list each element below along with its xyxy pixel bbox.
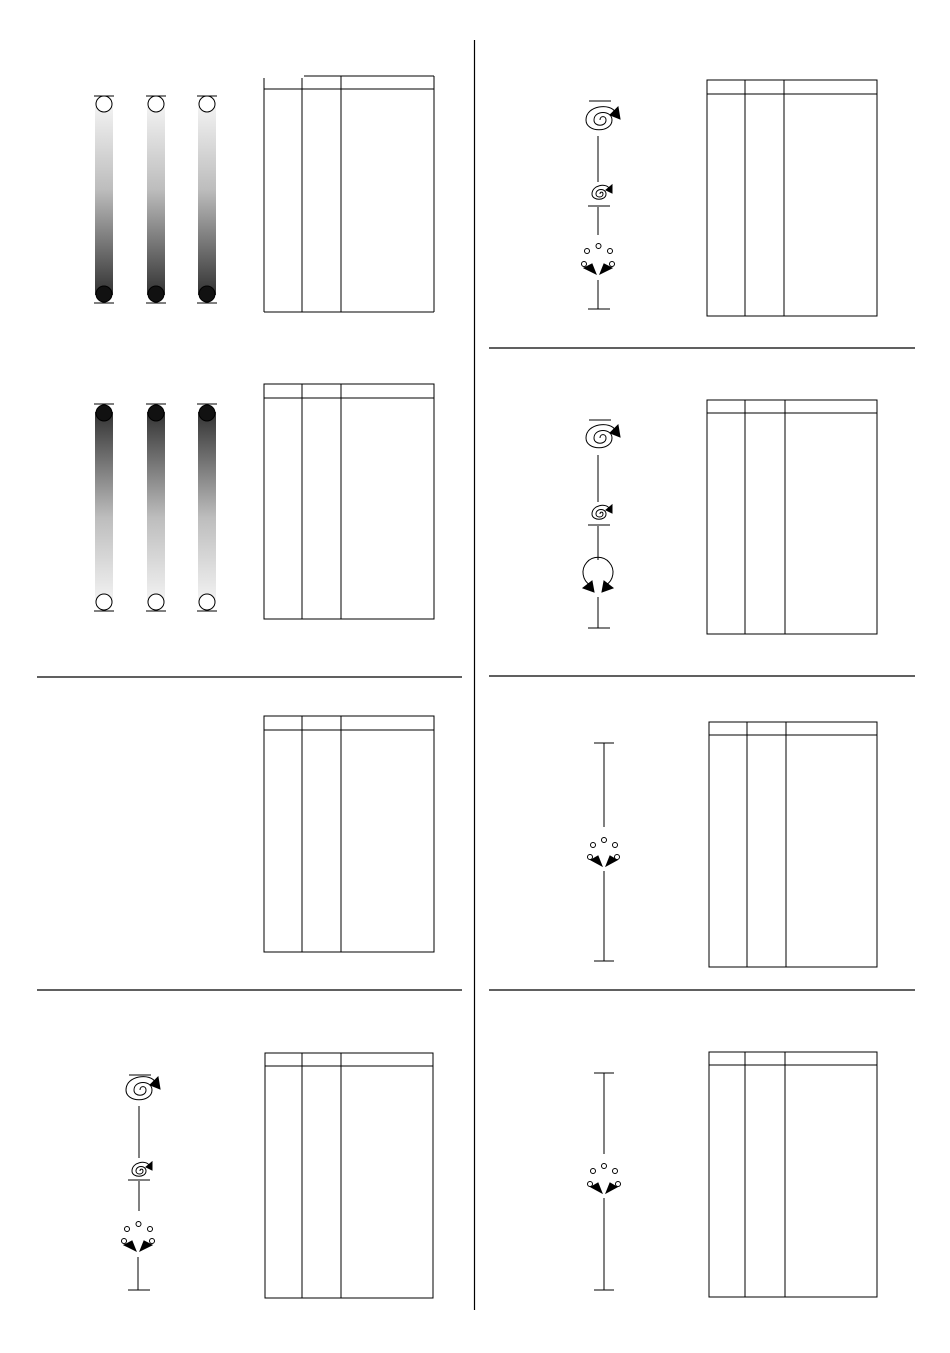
dot-icon: [602, 1164, 607, 1169]
dot-icon: [96, 405, 112, 421]
spiral-icon: [586, 107, 615, 130]
dot-icon: [616, 1182, 621, 1187]
circle-icon: [96, 96, 112, 112]
circle-icon: [148, 594, 164, 610]
dot-icon: [125, 1227, 130, 1232]
fade-up-tubes: [94, 404, 217, 611]
dot-icon: [136, 1222, 141, 1227]
dots-ring: [588, 1164, 621, 1187]
circle-icon: [96, 594, 112, 610]
dots-ring: [122, 1222, 155, 1244]
table-right-4: [709, 1052, 877, 1297]
tube: [94, 404, 114, 611]
circle-icon: [148, 96, 164, 112]
dot-icon: [588, 855, 593, 860]
spiral-right-mid: [583, 420, 620, 628]
tube: [94, 96, 114, 303]
table-left-1: [264, 76, 434, 312]
dot-icon: [96, 286, 112, 302]
dot-icon: [596, 244, 601, 249]
spiral-left-bottom: [122, 1075, 161, 1290]
dot-icon: [613, 1169, 618, 1174]
dot-icon: [150, 1239, 155, 1244]
tube: [146, 96, 166, 303]
dot-icon: [148, 286, 164, 302]
circle-icon: [199, 96, 215, 112]
dot-icon: [122, 1239, 127, 1244]
dot-icon: [591, 843, 596, 848]
tube: [197, 96, 217, 303]
table-right-2: [707, 400, 877, 634]
spiral-right-top: [582, 101, 621, 309]
dot-icon: [591, 1169, 596, 1174]
dot-icon: [585, 249, 590, 254]
loop-icon: [583, 557, 613, 585]
circle-icon: [199, 594, 215, 610]
dot-icon: [582, 262, 587, 267]
arrow-icon: [583, 581, 594, 592]
page-dividers: [37, 40, 915, 1310]
dot-icon: [199, 286, 215, 302]
dot-icon: [588, 1182, 593, 1187]
dot-icon: [610, 262, 615, 267]
dot-icon: [608, 249, 613, 254]
dot-icon: [199, 405, 215, 421]
table-right-1: [707, 80, 877, 316]
table-left-3: [264, 716, 434, 952]
dot-icon: [613, 843, 618, 848]
spiral-icon: [132, 1162, 149, 1176]
table-right-3: [709, 722, 877, 967]
spiral-icon: [126, 1077, 155, 1100]
dot-icon: [148, 405, 164, 421]
spiral-icon: [586, 425, 615, 448]
dot-icon: [602, 838, 607, 843]
table-left-2: [264, 384, 434, 619]
tube: [197, 404, 217, 611]
arrow-icon: [606, 856, 617, 866]
dots-ring: [582, 244, 615, 267]
dots-right-1: [588, 743, 620, 961]
spiral-icon: [592, 185, 609, 199]
fade-down-tubes: [94, 96, 217, 303]
dots-right-2: [588, 1073, 621, 1290]
tube: [146, 404, 166, 611]
dot-icon: [148, 1227, 153, 1232]
dots-ring: [588, 838, 620, 860]
table-left-4: [265, 1053, 433, 1298]
arrow-icon: [602, 581, 613, 592]
spiral-icon: [592, 505, 609, 519]
